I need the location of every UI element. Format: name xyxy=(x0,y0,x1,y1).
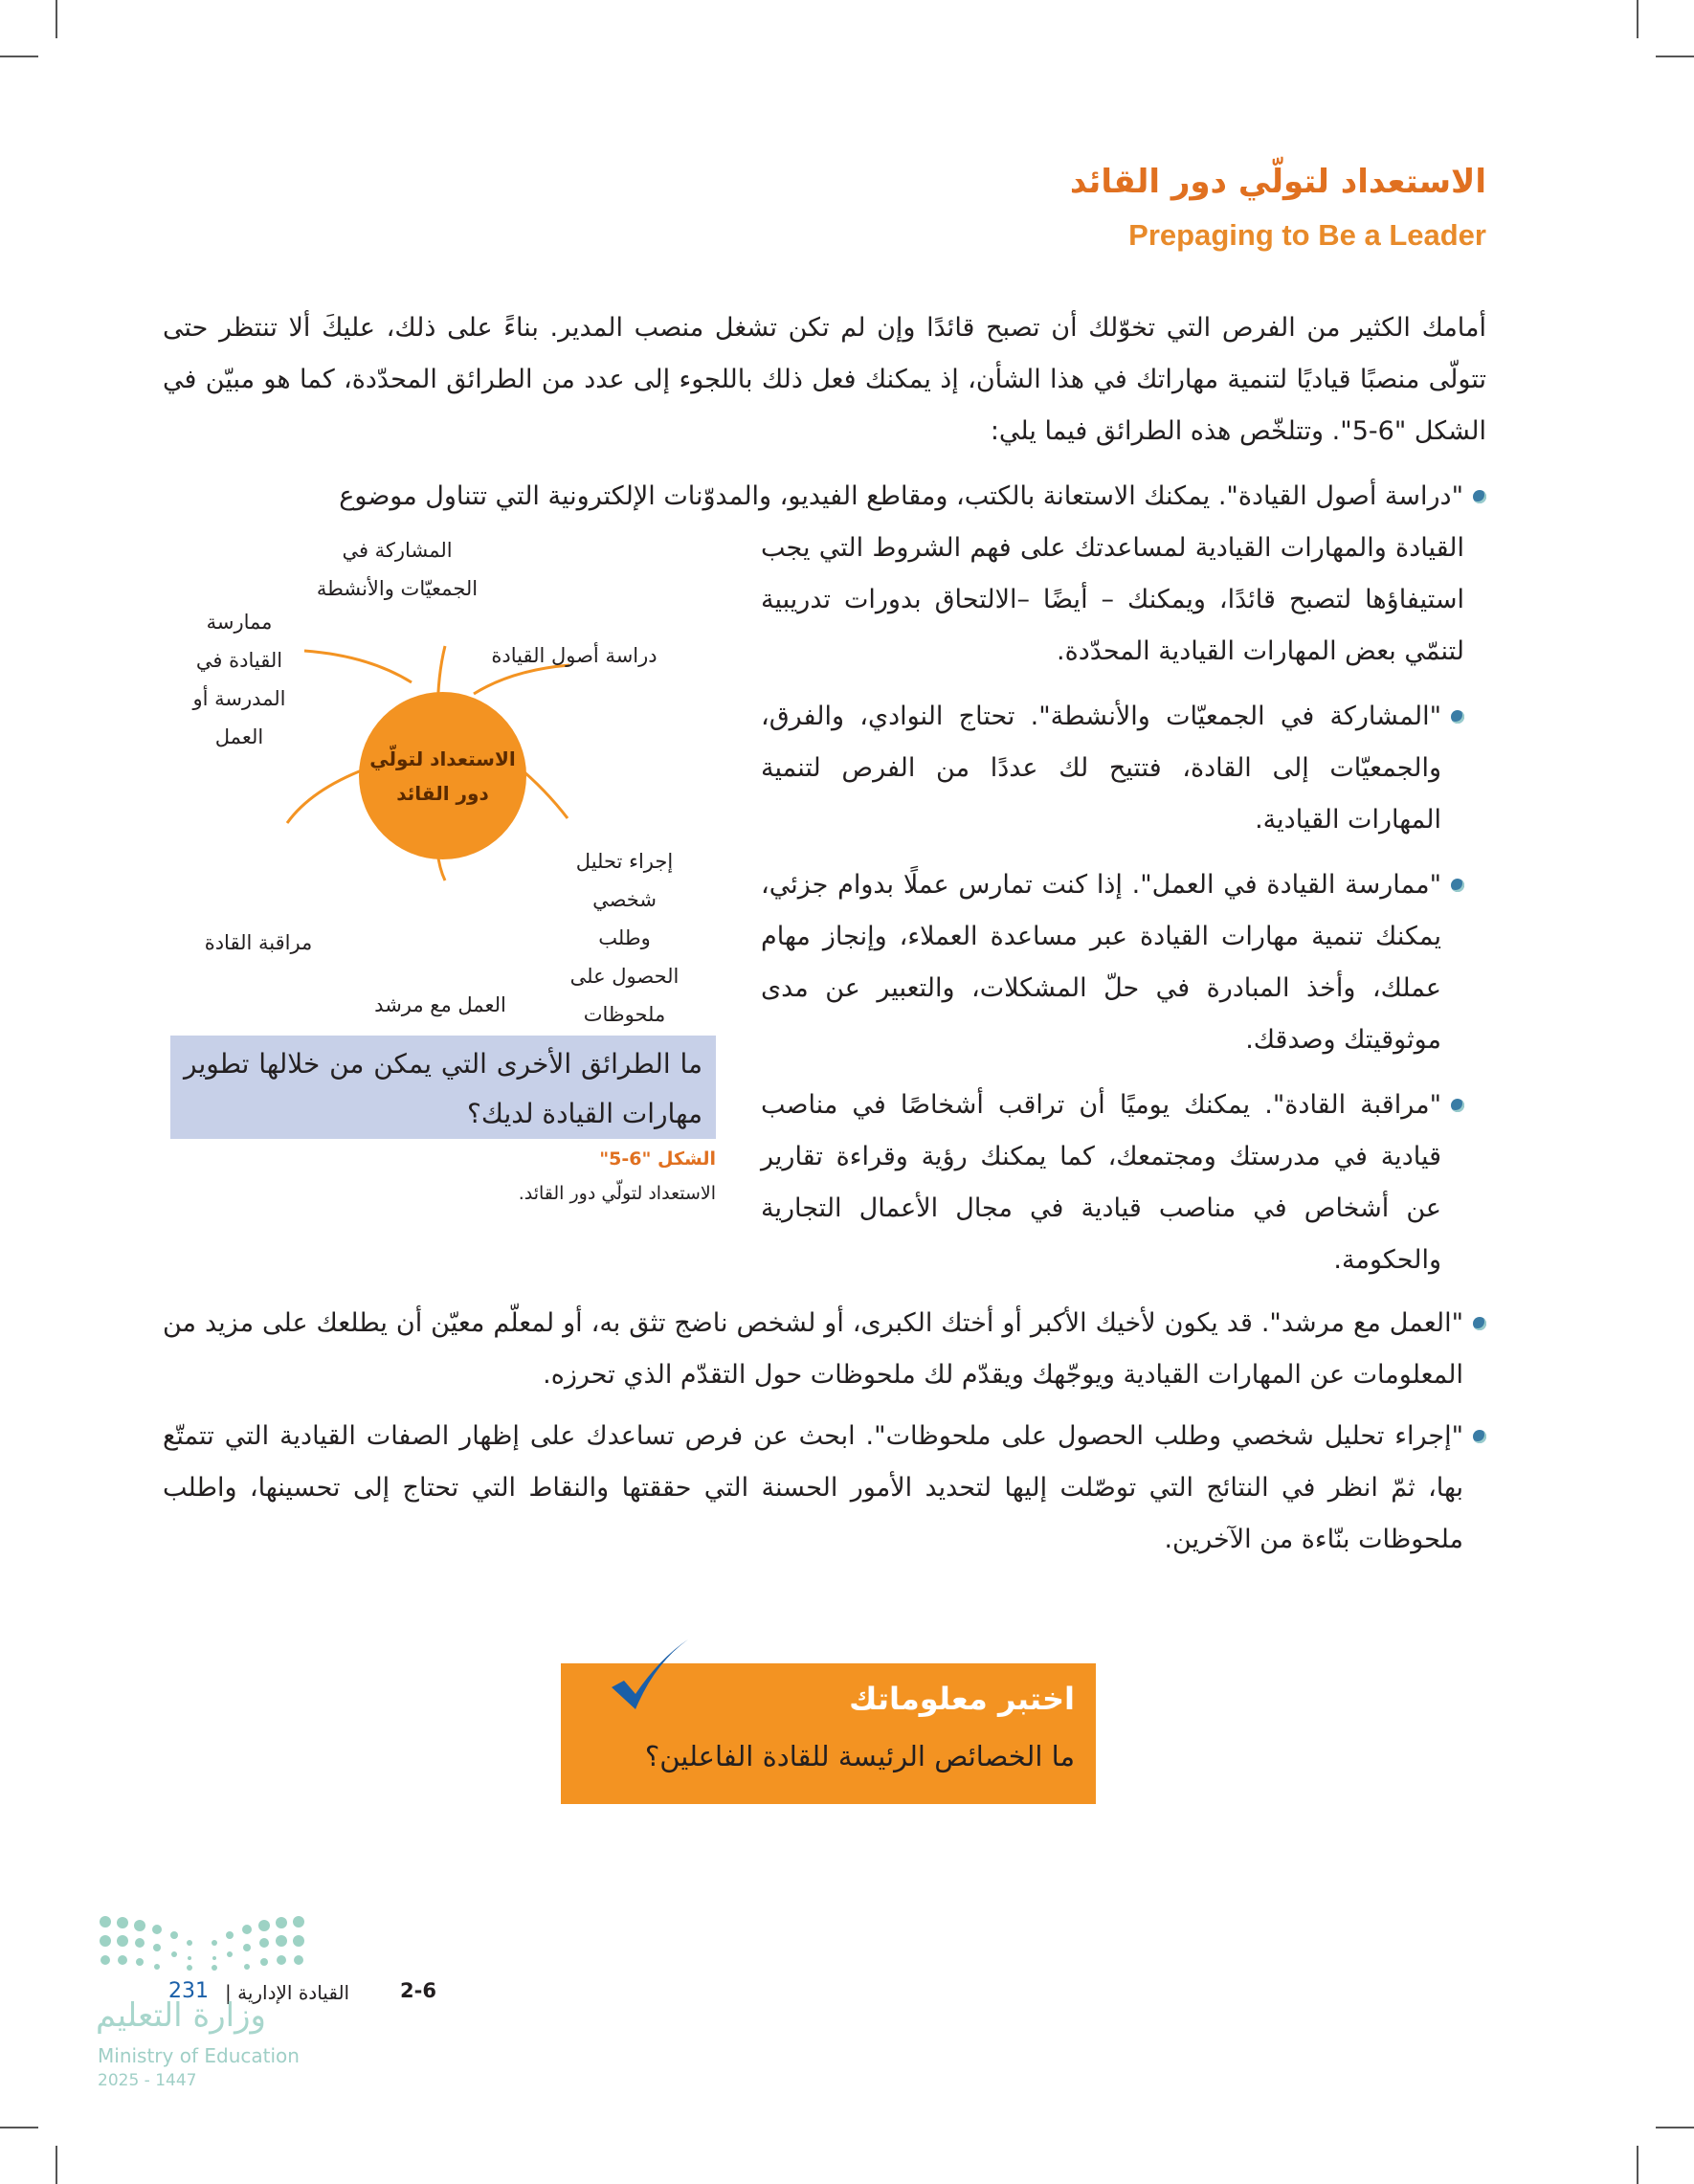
diagram-center: الاستعداد لتولّي دور القائد xyxy=(359,692,526,859)
node-observe-leaders: مراقبة القادة xyxy=(204,931,313,954)
bullet-text: "إجراء تحليل شخصي وطلب الحصول على ملحوظات". ابحث عن فرص تساعدك على إظهار الصفات القيادية التي تتمتّع بها، ثمّ انظر في النتائج التي توصّلت إليها لتحديد الأمور الحسنة التي حققتها والنقاط التي تحتاج إلى تحسينها، واطلب ملحوظات بنّاءة من الآخرين. xyxy=(163,1421,1463,1554)
section-title-ar: الاستعداد لتولّي دور القائد xyxy=(1069,163,1486,201)
quiz-title: اختبر معلوماتك xyxy=(849,1681,1075,1717)
figure-caption: الاستعداد لتولّي دور القائد. xyxy=(518,1183,716,1204)
bullet-icon xyxy=(1473,1430,1486,1443)
crop-mark xyxy=(0,2127,38,2128)
checkmark-icon xyxy=(607,1635,693,1721)
page-number: 231 xyxy=(168,1979,209,2003)
ministry-logo-dots xyxy=(96,1914,306,1981)
right-column xyxy=(761,523,1464,1286)
crop-mark xyxy=(0,56,38,57)
node-study-leadership: دراسة أصول القيادة xyxy=(491,644,658,667)
crop-mark xyxy=(1637,0,1638,38)
node-self-analysis: إجراء تحليل شخصي وطلب الحصول على ملحوظات xyxy=(569,850,680,1026)
leadership-diagram xyxy=(167,531,723,1029)
bullet-text: "العمل مع مرشد". قد يكون لأخيك الأكبر أو أختك الكبرى، أو لشخص ناضج تثق به، أو لمعلّم معيّن أن يطلعك على مزيد من المعلومات عن المهارات القيادية ويوجّهك ويقدّم لك ملحوظات حول التقدّم الذي تحرزه. xyxy=(163,1308,1463,1390)
connector-bottom-left xyxy=(287,769,367,823)
section-name: القيادة الإدارية | xyxy=(225,1981,350,2004)
crop-mark xyxy=(56,2146,57,2184)
bullet-text: القيادة والمهارات القيادية لمساعدتك على فهم الشروط التي يجب استيفاؤها لتصبح قائدًا، ويمكنك – أيضًا –الالتحاق بدورات تدريبية لتنمّي بعض المهارات القيادية المحدّدة. xyxy=(761,533,1464,666)
bottom-bullets xyxy=(163,1298,1486,1566)
node-associations: المشاركة في الجمعيّات والأنشطة xyxy=(316,539,479,600)
bullet-icon xyxy=(1451,710,1464,724)
bullet-text: "المشاركة في الجمعيّات والأنشطة". تحتاج النوادي، والفرق، والجمعيّات إلى القادة، فتتيح لك عددًا من الفرص لتنمية المهارات القيادية. xyxy=(761,702,1441,835)
node-practice-at-work: ممارسة القيادة في المدرسة أو العمل xyxy=(192,611,286,748)
intro-paragraph: أمامك الكثير من الفرص التي تخوّلك أن تصبح قائدًا وإن لم تكن تشغل منصب المدير. بناءً على ذلك، عليكَ ألا تنتظر حتى تتولّى منصبًا قياديًا لتنمية مهاراتك في هذا الشأن، إذ يمكنك فعل ذلك باللجوء إلى عدد من الطرائق المحدّدة، كما هو مبيّن في الشكل "6-5". وتتلخّص هذه الطرائق فيما يلي: xyxy=(163,313,1486,446)
quiz-question: ما الخصائص الرئيسة للقادة الفاعلين؟ xyxy=(644,1740,1075,1772)
bullet-icon xyxy=(1473,1317,1486,1330)
bullet-study-leadership xyxy=(163,471,1486,523)
figure-label: الشكل "6-5" xyxy=(599,1148,716,1170)
bullet-text: "مراقبة القادة". يمكنك يوميًا أن تراقب أشخاصًا في مناصب قيادية في مدرستك ومجتمعك، كما يمكنك رؤية وقراءة تقارير عن أشخاص في مناصب قيادية في مجال الأعمال التجارية والحكومة. xyxy=(761,1090,1441,1275)
ministry-logo-en: Ministry of Education xyxy=(98,2044,300,2067)
crop-mark xyxy=(1656,2127,1694,2128)
bullet-icon xyxy=(1451,1099,1464,1112)
bullet-icon xyxy=(1451,879,1464,892)
reflection-question: ما الطرائق الأخرى التي يمكن من خلالها تطوير مهارات القيادة لديك؟ xyxy=(170,1036,716,1139)
bullet-text: "دراسة أصول القيادة". يمكنك الاستعانة بالكتب، ومقاطع الفيديو، والمدوّنات الإلكترونية التي تتناول موضوع xyxy=(339,481,1463,511)
crop-mark xyxy=(1656,56,1694,57)
test-knowledge-box xyxy=(561,1663,1096,1804)
connector-top-left xyxy=(304,651,412,682)
ministry-logo-ar: وزارة التعليم xyxy=(96,1996,266,2035)
section-number: 2-6 xyxy=(400,1979,436,2002)
section-title-en: Prepaging to Be a Leader xyxy=(1128,218,1486,252)
bullet-text: "ممارسة القيادة في العمل". إذا كنت تمارس عملًا بدوام جزئي، يمكنك تنمية مهارات القيادة عبر مساعدة العملاء، وإنجاز مهام عملك، وأخذ المبادرة في حلّ المشكلات، والتعبير عن مدى موثوقيتك وصدقك. xyxy=(761,870,1441,1055)
bullet-icon xyxy=(1473,490,1486,503)
crop-mark xyxy=(1637,2146,1638,2184)
crop-mark xyxy=(56,0,57,38)
edition-year: 2025 - 1447 xyxy=(98,2071,197,2090)
node-mentor: العمل مع مرشد xyxy=(374,993,506,1016)
